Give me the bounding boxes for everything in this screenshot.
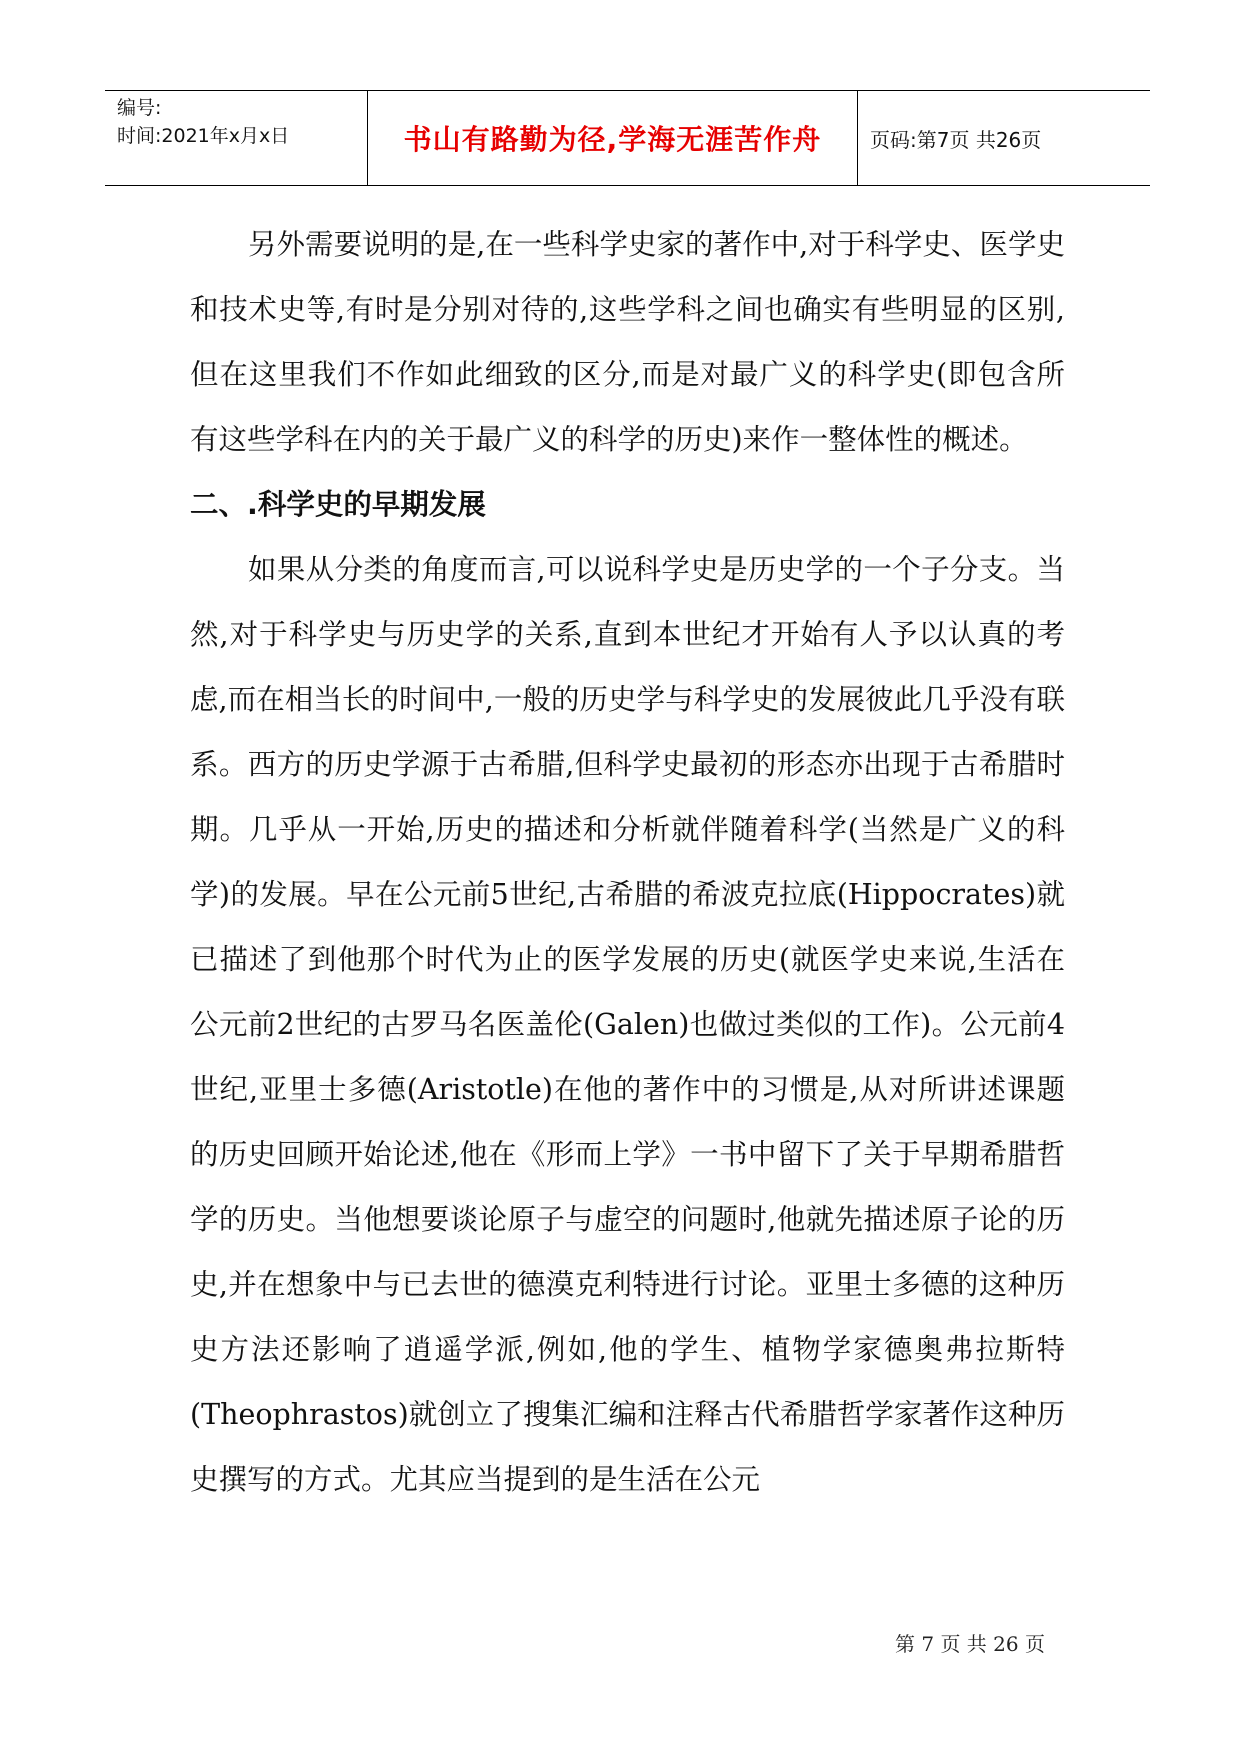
header-motto: 书山有路勤为径,学海无涯苦作舟	[368, 91, 858, 185]
document-time-label: 时间:2021年x月x日	[117, 125, 290, 147]
page-header	[105, 90, 1150, 186]
body-paragraph: 如果从分类的角度而言,可以说科学史是历史学的一个子分支。当然,对于科学史与历史学的关系,直到本世纪才开始有人予以认真的考虑,而在相当长的时间中,一般的历史学与科学史的发展彼此几乎没有联系。西方的历史学源于古希腊,但科学史最初的形态亦出现于古希腊时期。几乎从一开始,历史的描述和分析就伴随着科学(当然是广义的科学)的发展。早在公元前5世纪,古希腊的希波克拉底(Hippocrates)就已描述了到他那个时代为止的医学发展的历史(就医学史来说,生活在公元前2世纪的古罗马名医盖伦(Galen)也做过类似的工作)。公元前4世纪,亚里士多德(Aristotle)在他的著作中的习惯是,从对所讲述课题的历史回顾开始论述,他在《形而上学》一书中留下了关于早期希腊哲学的历史。当他想要谈论原子与虚空的问题时,他就先描述原子论的历史,并在想象中与已去世的德漠克利特进行讨论。亚里士多德的这种历史方法还影响了逍遥学派,例如,他的学生、植物学家德奥弗拉斯特(Theophrastos)就创立了搜集汇编和注释古代希腊哲学家著作这种历史撰写的方式。尤其应当提到的是生活在公元	[190, 553, 1065, 1496]
document-body	[190, 212, 1065, 1512]
body-paragraph: 另外需要说明的是,在一些科学史家的著作中,对于科学史、医学史和技术史等,有时是分别对待的,这些学科之间也确实有些明显的区别,但在这里我们不作如此细致的区分,而是对最广义的科学史(即包含所有这些学科在内的关于最广义的科学的历史)来作一整体性的概述。	[190, 228, 1065, 456]
section-heading: 二、.科学史的早期发展	[190, 488, 486, 521]
header-page-info: 页码:第7页 共26页	[870, 127, 1042, 152]
header-meta	[105, 91, 368, 185]
page-footer-number: 第 7 页 共 26 页	[895, 1632, 1045, 1656]
document-number-label: 编号:	[117, 97, 162, 119]
